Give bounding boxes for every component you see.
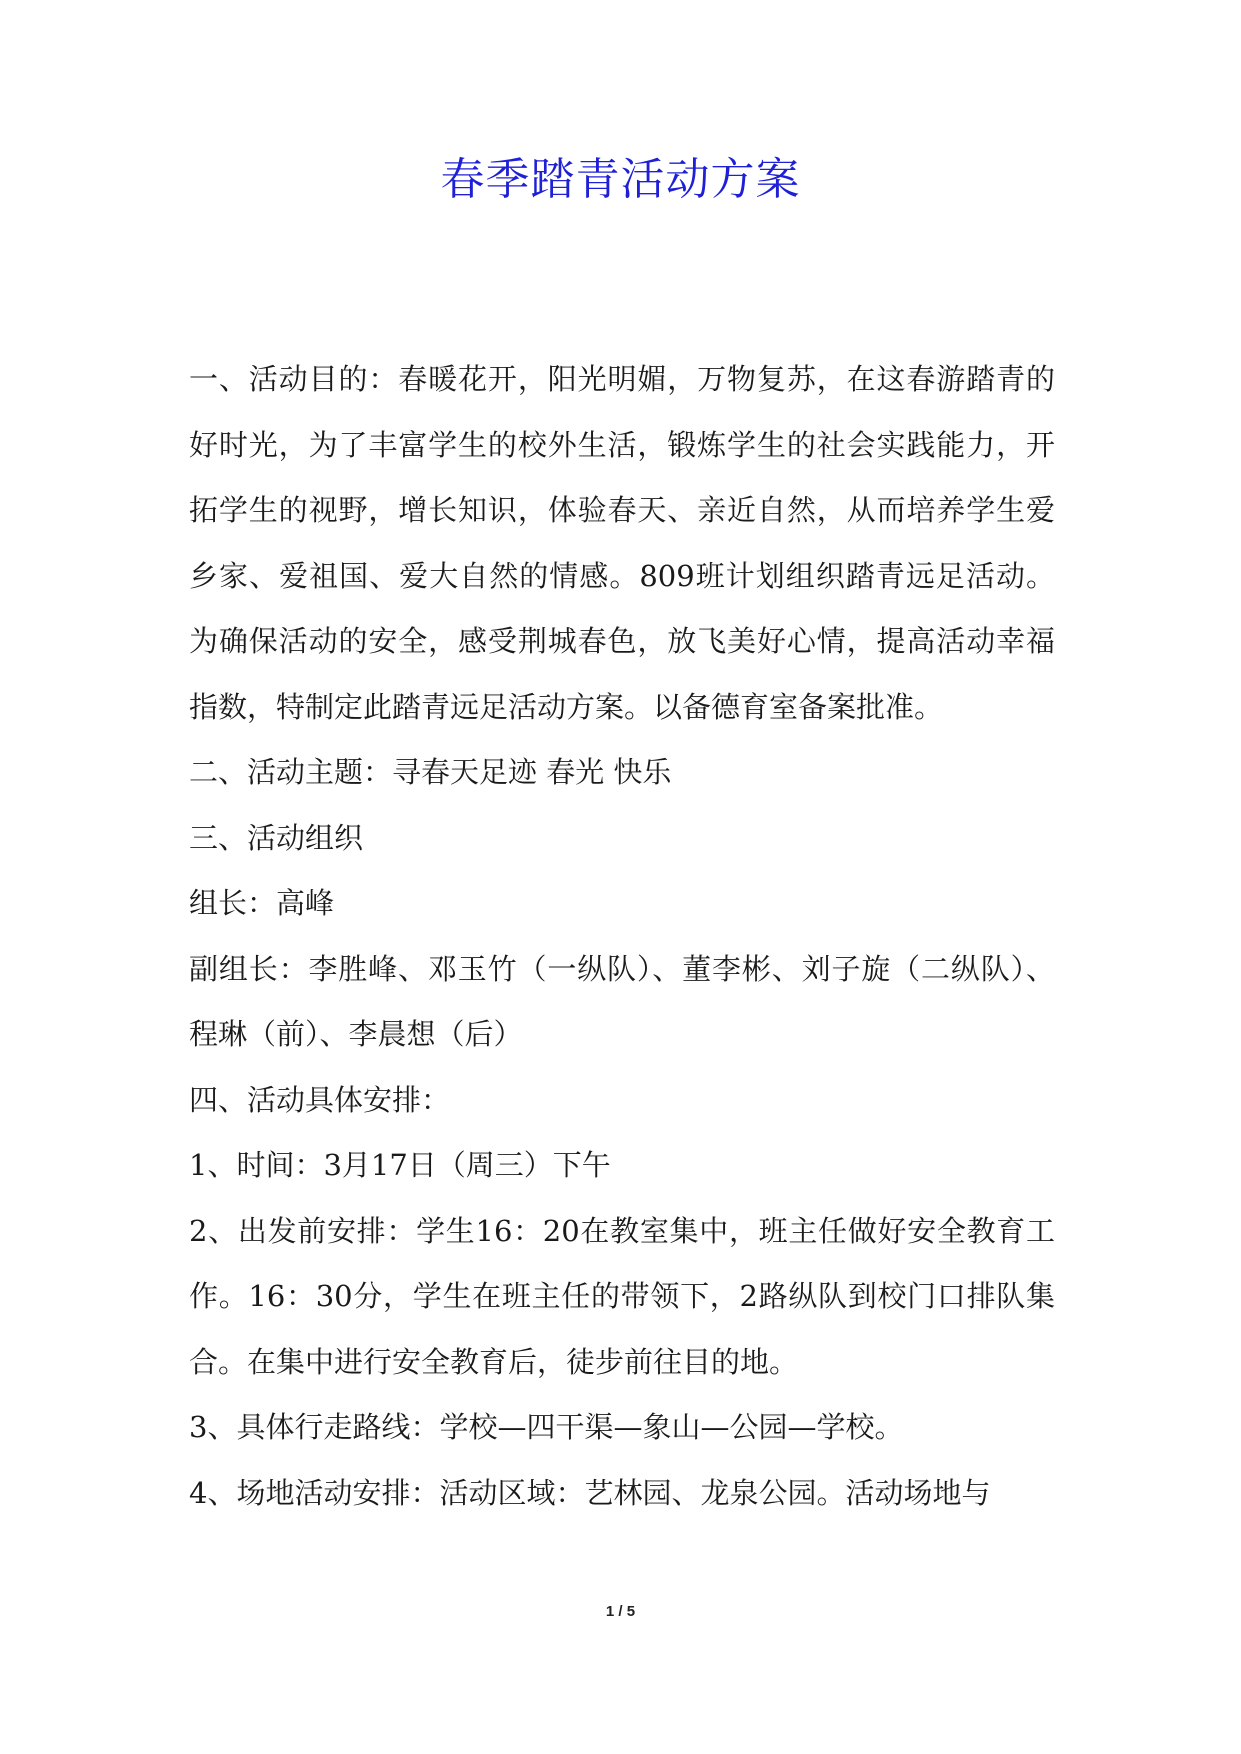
paragraph-departure: 2、出发前安排：学生16：20在教室集中，班主任做好安全教育工作。16：30分，学生在班主任的带领下，2路纵队到校门口排队集合。在集中进行安全教育后，徒步前往目的地。 (189, 1213, 1055, 1379)
paragraph-schedule-heading: 四、活动具体安排： (189, 1082, 451, 1117)
document-title: 春季踏青活动方案 (440, 154, 801, 205)
paragraph-deputy-leaders: 副组长：李胜峰、邓玉竹（一纵队）、董李彬、刘子旋（二纵队）、程琳（前）、李晨想（后） (189, 951, 1055, 1051)
paragraph-venue: 4、场地活动安排：活动区域：艺林园、龙泉公园。活动场地与 (189, 1475, 991, 1510)
paragraph-purpose: 一、活动目的：春暖花开，阳光明媚，万物复苏，在这春游踏青的好时光，为了丰富学生的校外生活，锻炼学生的社会实践能力，开拓学生的视野，增长知识，体验春天、亲近自然，从而培养学生爱乡家、爱祖国、爱大自然的情感。809班计划组织踏青远足活动。为确保活动的安全，感受荆城春色，放飞美好心情，提高活动幸福指数，特制定此踏青远足活动方案。以备德育室备案批准。 (189, 362, 1055, 724)
page-number: 1 / 5 (605, 1603, 636, 1620)
paragraph-theme: 二、活动主题：寻春天足迹 春光 快乐 (189, 755, 672, 789)
paragraph-leader: 组长：高峰 (189, 886, 335, 920)
paragraph-organization-heading: 三、活动组织 (189, 820, 364, 855)
paragraph-route: 3、具体行走路线：学校—四干渠—象山—公园—学校。 (189, 1410, 904, 1444)
paragraph-time: 1、时间：3月17日（周三）下午 (189, 1148, 611, 1182)
document-body (189, 347, 1055, 1526)
